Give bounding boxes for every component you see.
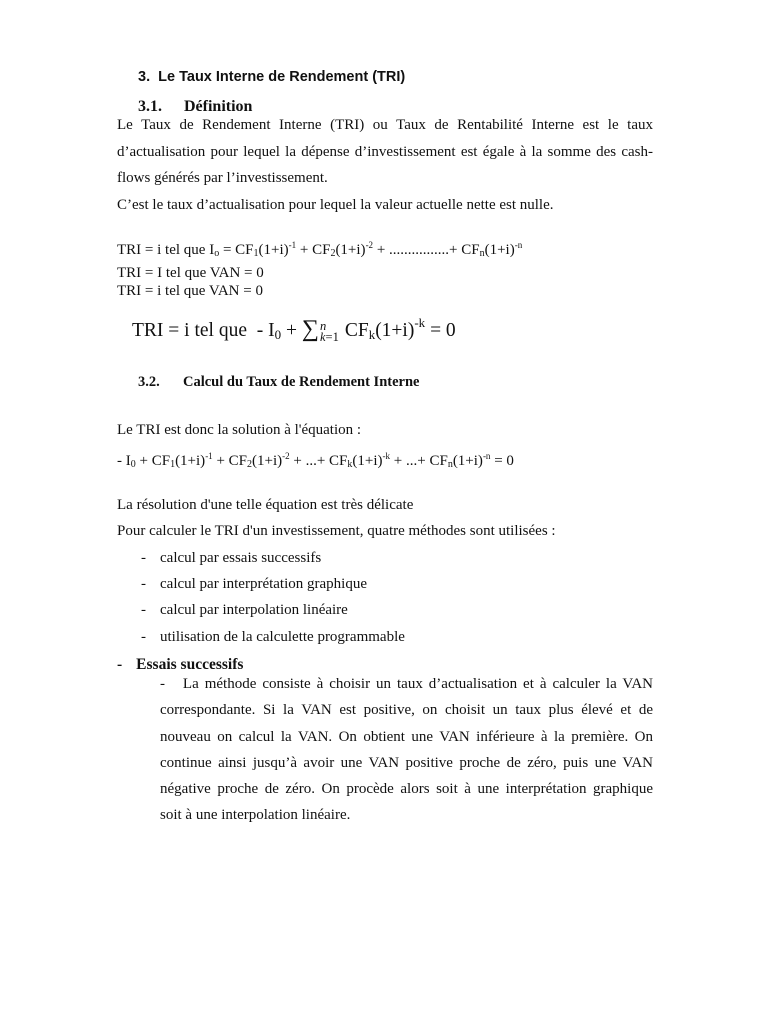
tri-formula-image: TRI = i tel que - $I_0 + \sum n$ k=1 $CF_k(1+i)^{-k} = 0$ <box>132 315 456 344</box>
resolution-text: La résolution d'une telle équation est très délicate <box>117 497 414 513</box>
dash: - <box>141 550 146 566</box>
solution-intro: Le TRI est donc la solution à l'équation : <box>117 422 362 438</box>
tri-equation-3: TRI = i tel que VAN = 0 <box>117 283 263 299</box>
section-3-number: 3. <box>138 69 151 85</box>
method-item: - calcul par essais successifs <box>141 550 322 566</box>
method-item: - calcul par interpolation linéaire <box>141 602 348 618</box>
essais-last-line: soit à une interpolation linéaire. <box>160 807 351 823</box>
section-32-title: Calcul du Taux de Rendement Interne <box>183 374 420 390</box>
dash: - <box>141 576 146 592</box>
essais-line-2: correspondante. Si la VAN est positive, on choisit un taux plus élevé et de <box>160 702 653 718</box>
dash: - <box>141 629 146 645</box>
definition-last-line: C’est le taux d’actualisation pour lequel la valeur actuelle nette est nulle. <box>117 197 554 213</box>
essais-line-4: continue ainsi jusqu’à avoir une VAN positive proche de zéro, puis une VAN <box>160 755 653 771</box>
equation-2: - $I_0 + CF_1(1+i)^{-1} + CF_2(1+i)^{-2}$ + ...+ $CF_k(1+i)^{-k}$ + ...+ $CF_n(1+i)^{-n} = 0$ <box>117 451 514 470</box>
section-3-heading <box>138 69 405 85</box>
method-item: - utilisation de la calculette programmable <box>141 629 405 645</box>
definition-line-2: d’actualisation pour lequel la dépense d’investissement est égale à la somme des cash- <box>117 144 653 160</box>
section-32-number: 3.2. <box>138 374 160 390</box>
definition-line-3: flows générés par l’investissement. <box>117 170 328 186</box>
dash: - <box>141 602 146 618</box>
dash: - <box>117 656 123 673</box>
methods-intro: Pour calculer le TRI d'un investissement, quatre méthodes sont utilisées : <box>117 523 556 539</box>
tri-equation-2: TRI = I tel que VAN = 0 <box>117 265 264 281</box>
section-31-heading <box>138 98 252 116</box>
essais-line-1: - La méthode consiste à choisir un taux d’actualisation et à calculer la VAN <box>160 676 653 692</box>
section-31-title: Définition <box>184 98 253 115</box>
essais-heading <box>117 656 243 674</box>
essais-line-5: négative proche de zéro. On procède alors soit à une interprétation graphique <box>160 781 653 797</box>
tri-equation-1: TRI = i tel que $I_o = CF_1(1+i)^{-1} + CF_2(1+i)^{-2}$ + ................+ $CF_n(1+i)^{-n}$ <box>117 240 523 259</box>
method-item: - calcul par interprétation graphique <box>141 576 367 592</box>
definition-line-1: Le Taux de Rendement Interne (TRI) ou Taux de Rentabilité Interne est le taux <box>117 117 653 133</box>
section-3-title: Le Taux Interne de Rendement (TRI) <box>158 69 406 85</box>
essais-line-3: nouveau on calcul la VAN. On obtient une VAN inférieure à la première. On <box>160 729 653 745</box>
section-32-heading <box>138 374 419 391</box>
essais-title: Essais successifs <box>136 656 244 673</box>
section-31-number: 3.1. <box>138 98 162 115</box>
